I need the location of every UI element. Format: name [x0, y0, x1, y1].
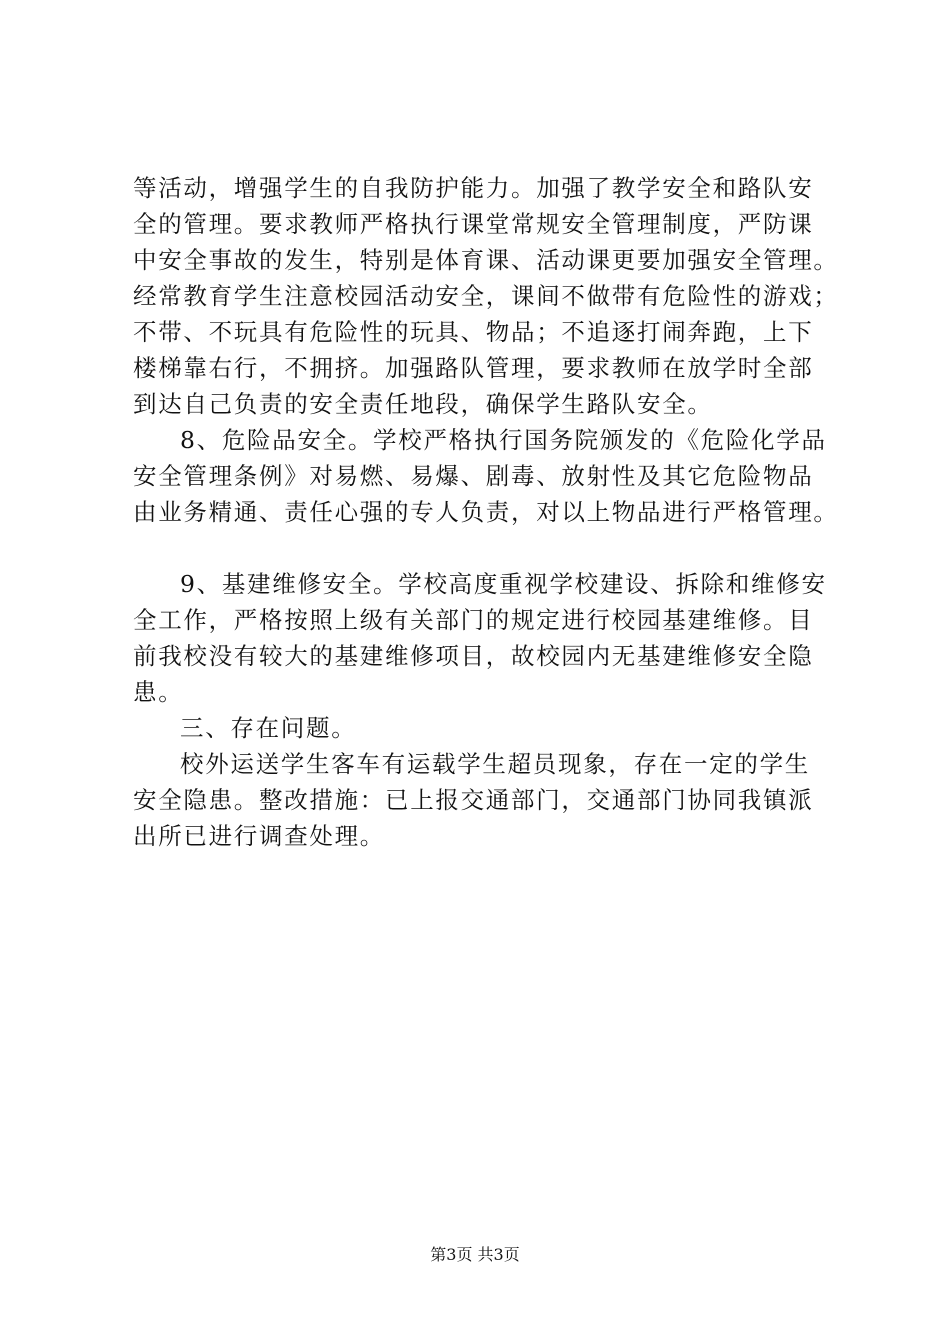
text-line: 经常教育学生注意校园活动安全，课间不做带有危险性的游戏；	[133, 282, 839, 310]
paragraph-8-start: 8、危险品安全。学校严格执行国务院颁发的《危险化学品	[180, 426, 827, 454]
document-body	[133, 170, 839, 854]
text-line: 全的管理。要求教师严格执行课堂常规安全管理制度，严防课	[133, 210, 814, 238]
text-line: 中安全事故的发生，特别是体育课、活动课更要加强安全管理。	[133, 246, 839, 274]
blank-line	[133, 530, 833, 566]
text-line: 前我校没有较大的基建维修项目，故校园内无基建维修安全隐	[133, 642, 814, 670]
text-line: 患。	[133, 678, 184, 706]
text-line: 到达自己负责的安全责任地段，确保学生路队安全。	[133, 390, 713, 418]
section-heading: 三、存在问题。	[180, 714, 357, 742]
paragraph-issue-start: 校外运送学生客车有运载学生超员现象，存在一定的学生	[180, 750, 810, 778]
text-line: 不带、不玩具有危险性的玩具、物品；不追逐打闹奔跑，上下	[133, 318, 814, 346]
text-line: 楼梯靠右行，不拥挤。加强路队管理，要求教师在放学时全部	[133, 354, 814, 382]
text-line: 由业务精通、责任心强的专人负责，对以上物品进行严格管理。	[133, 498, 839, 526]
page-number-footer: 第3页 共3页	[430, 1245, 520, 1264]
text-line: 全工作，严格按照上级有关部门的规定进行校园基建维修。目	[133, 606, 814, 634]
paragraph-9-start: 9、基建维修安全。学校高度重视学校建设、拆除和维修安	[180, 570, 827, 598]
text-line: 安全隐患。整改措施：已上报交通部门，交通部门协同我镇派	[133, 786, 814, 814]
text-line: 等活动，增强学生的自我防护能力。加强了教学安全和路队安	[133, 174, 814, 202]
text-line: 出所已进行调查处理。	[133, 822, 385, 850]
text-line: 安全管理条例》对易燃、易爆、剧毒、放射性及其它危险物品	[133, 462, 814, 490]
